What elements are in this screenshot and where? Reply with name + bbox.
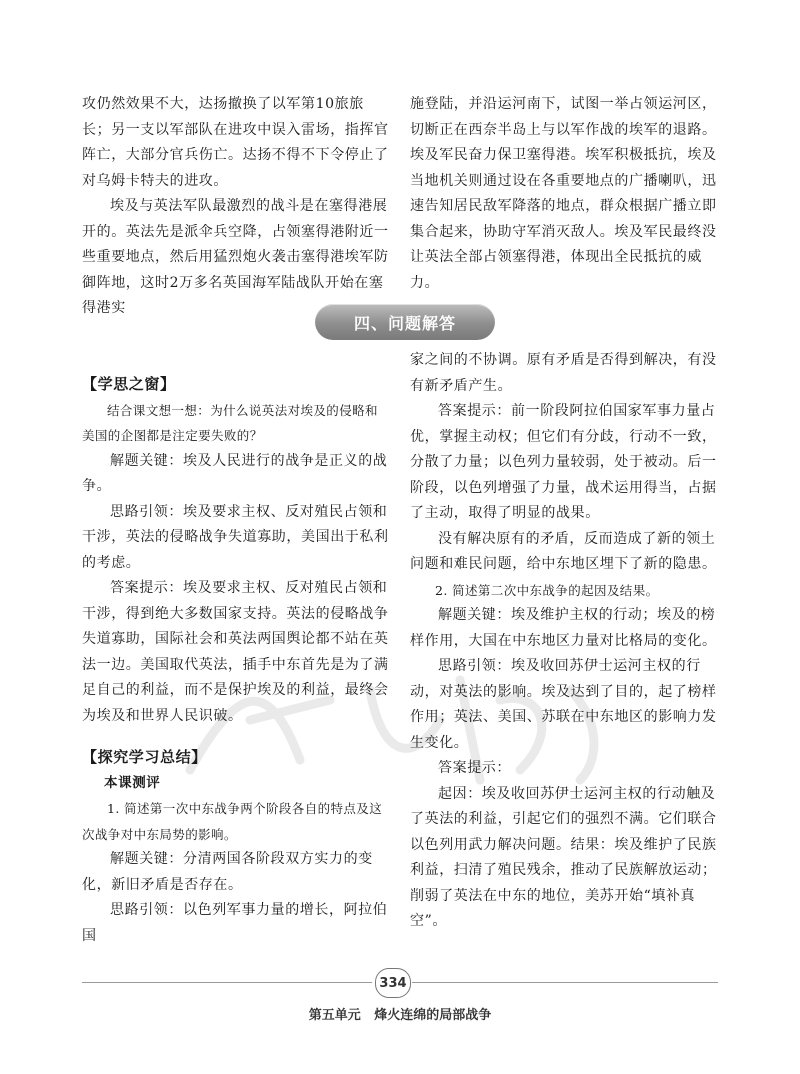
question-text: 2. 简述第二次中东战争的起因及结果。 (435, 582, 659, 598)
answer-text: 起因：埃及收回苏伊士运河主权的行动触及了英法的利益，引起它们的强烈不满。它们联合以色列用武力解决问题。结果：埃及维护了民族利益，扫清了殖民残余，推动了民族解放运动；削弱了英法在中东的地位，美苏开始“填补真空”。 (410, 785, 717, 929)
guide-text: 思路引领：埃及要求主权、反对殖民占领和干涉，英法的侵略战争失道寡助，美国出于私利的考虑。 (82, 503, 389, 571)
page-number: 334 (375, 968, 411, 998)
answer-text: 答案提示：前一阶段阿拉伯国家军事力量占优，掌握主动权；但它们有分歧，行动不一致，分散了力量；以色列力量较弱，处于被动。后一阶段，以色列增强了力量，战术运用得当，占据了主动，取得了明显的战果。 (410, 403, 717, 521)
right-answer-column (410, 348, 718, 935)
paragraph: 攻仍然效果不大，达扬撤换了以军第10旅旅长；另一支以军部队在进攻中误入雷场，指挥官阵亡，大部分官兵伤亡。达扬不得不下令停止了对乌姆卡特夫的进攻。 (82, 96, 389, 189)
top-left-column (82, 92, 390, 322)
key-point: 解题关键：埃及人民进行的战争是正义的战争。 (82, 452, 388, 494)
paragraph: 施登陆，并沿运河南下，试图一举占领运河区，切断正在西奈半岛上与以军作战的埃军的退路。埃及军民奋力保卫塞得港。埃军积极抵抗，埃及当地机关则通过设在各重要地点的广播喇叭，迅速告知居民敌军降落的地点，群众根据广播立即集合起来，协助守军消灭敌人。埃及军民最终没让英法全部占领塞得港，体现出全民抵抗的威力。 (410, 96, 717, 291)
paragraph: 埃及与英法军队最激烈的战斗是在塞得港展开的。英法先是派伞兵空降，占领塞得港附近一些重要地点，然后用猛烈炮火袭击塞得港埃军防御阵地，这时2万多名英国海军陆战队开始在塞得港实 (82, 198, 389, 316)
heading-xuesi: 【学思之窗】 (82, 375, 176, 393)
key-point: 解题关键：分清两国各阶段双方实力的变化，新旧矛盾是否存在。 (82, 851, 373, 893)
subheading-test: 本课测评 (104, 774, 161, 791)
guide-text: 思路引领：以色列军事力量的增长，阿拉伯国 (82, 902, 388, 944)
heading-tanjiu: 【探究学习总结】 (82, 748, 207, 766)
footer-rule-left (82, 982, 372, 983)
left-answer-column (82, 372, 390, 949)
paragraph: 家之间的不协调。原有矛盾是否得到解决，有没有新矛盾产生。 (410, 352, 717, 394)
question-text: 结合课文想一想：为什么说英法对埃及的侵略和美国的企图都是注定要失败的？ (82, 402, 378, 443)
answer-text: 答案提示：埃及要求主权、反对殖民占领和干涉，得到绝大多数国家支持。英法的侵略战争失道寡助，国际社会和英法两国舆论都不站在英法一边。美国取代英法，插手中东首先是为了满足自己的利益，而不是保护埃及的利益，最终会为埃及和世界人民识破。 (82, 580, 389, 724)
guide-text: 思路引领：埃及收回苏伊士运河主权的行动，对英法的影响。埃及达到了目的，起了榜样作用；英法、美国、苏联在中东地区的影响力发生变化。 (410, 658, 717, 751)
key-point: 解题关键：埃及维护主权的行动；埃及的榜样作用，大国在中东地区力量对比格局的变化。 (410, 607, 717, 649)
question-text: 1. 简述第一次中东战争两个阶段各自的特点及这次战争对中东局势的影响。 (82, 801, 383, 842)
footer-rule-right (412, 982, 718, 983)
chapter-title-footer: 第五单元 烽火连绵的局部战争 (308, 1008, 492, 1023)
top-right-column (410, 92, 718, 296)
answer-text: 没有解决原有的矛盾，反而造成了新的领土问题和难民问题，给中东地区埋下了新的隐患。 (410, 530, 717, 572)
answer-label: 答案提示： (438, 760, 511, 776)
section-title-banner: 四、问题解答 (315, 304, 495, 340)
